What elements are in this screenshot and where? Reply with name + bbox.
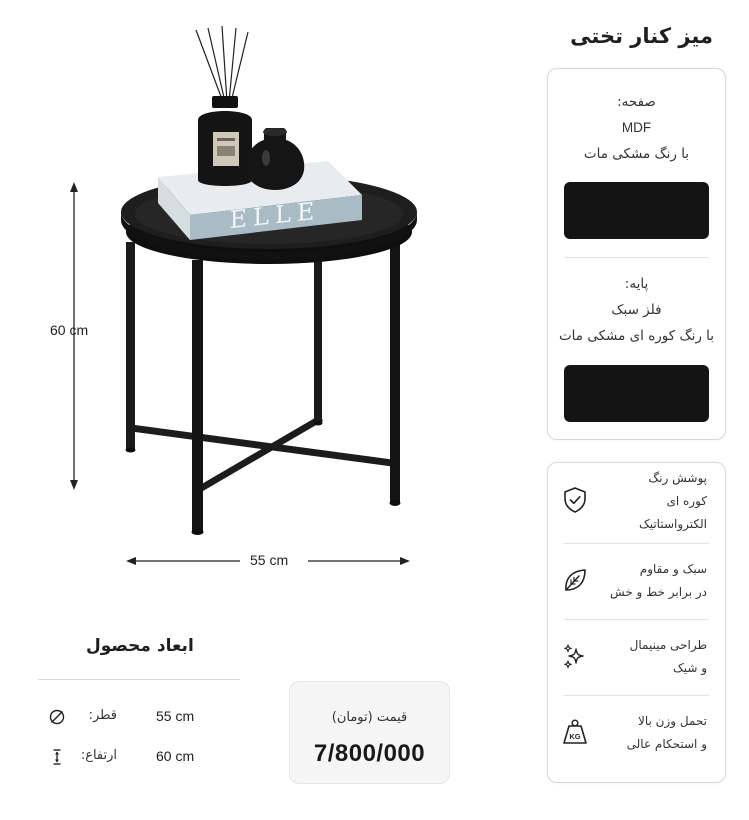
dimensions-divider: [38, 679, 240, 680]
material-top-material: MDF: [621, 120, 652, 135]
price-label: قیمت (تومان): [331, 710, 408, 725]
feature-item: [548, 619, 725, 695]
feature-item: [548, 695, 725, 771]
leaf-icon: [560, 565, 590, 595]
materials-divider: [564, 257, 709, 258]
dimension-row-diameter: [38, 706, 240, 730]
vase: [246, 128, 304, 190]
feature-line1: پوشش رنگ: [648, 470, 707, 485]
table-leg-back-left: [126, 242, 135, 450]
table-leg-front-left: [192, 260, 203, 532]
table-leg-front-right: [390, 228, 400, 503]
feature-line2: کوره ای الکترواستاتیک: [638, 493, 707, 531]
product-illustration: [40, 20, 440, 580]
width-dimension-label: 55 cm: [250, 552, 289, 568]
feature-line1: سبک و مقاوم: [639, 562, 707, 576]
page-title: میز کنار تختی: [570, 24, 713, 48]
diameter-icon: [48, 708, 66, 726]
weight-kg-icon: [560, 717, 590, 747]
dimension-label: ارتفاع:: [80, 748, 117, 763]
price-value: 7/800/000: [313, 740, 426, 767]
dimensions-title: ابعاد محصول: [86, 636, 194, 656]
material-top-section: [548, 89, 725, 167]
price-card: [289, 681, 450, 784]
book-label: ELLE: [229, 196, 321, 235]
material-leg-material: فلز سبک: [611, 302, 662, 318]
materials-card: [547, 68, 726, 440]
kg-badge: KG: [569, 732, 581, 741]
feature-item: [548, 543, 725, 619]
feature-line2: در برابر خط و خش: [610, 585, 707, 599]
material-leg-heading: پایه:: [624, 276, 649, 292]
feature-line1: طراحی مینیمال: [629, 638, 707, 652]
material-top-finish: با رنگ مشکی مات: [583, 146, 690, 162]
shield-check-icon: [560, 485, 590, 515]
feature-line2: و استحکام عالی: [626, 737, 707, 751]
table-leg-back-right: [314, 258, 322, 423]
dimension-value: 55 cm: [156, 708, 195, 724]
diffuser-bottle: [196, 26, 252, 186]
dimension-value: 60 cm: [156, 748, 195, 764]
sparkles-icon: [560, 641, 590, 671]
feature-line2: و شیک: [672, 661, 707, 675]
features-card: [547, 462, 726, 783]
cross-bar: [135, 425, 396, 467]
height-dimension-label: 60 cm: [50, 322, 89, 338]
feature-item: [548, 463, 725, 539]
material-leg-finish: با رنگ کوره ای مشکی مات: [558, 328, 715, 344]
dimension-label: قطر:: [88, 708, 117, 723]
dimension-row-height: [38, 746, 240, 770]
material-leg-section: [548, 271, 725, 349]
height-icon: [48, 748, 66, 766]
material-top-heading: صفحه:: [617, 94, 656, 110]
feature-line1: تحمل وزن بالا: [638, 714, 707, 728]
material-top-swatch: [564, 182, 709, 239]
material-leg-swatch: [564, 365, 709, 422]
